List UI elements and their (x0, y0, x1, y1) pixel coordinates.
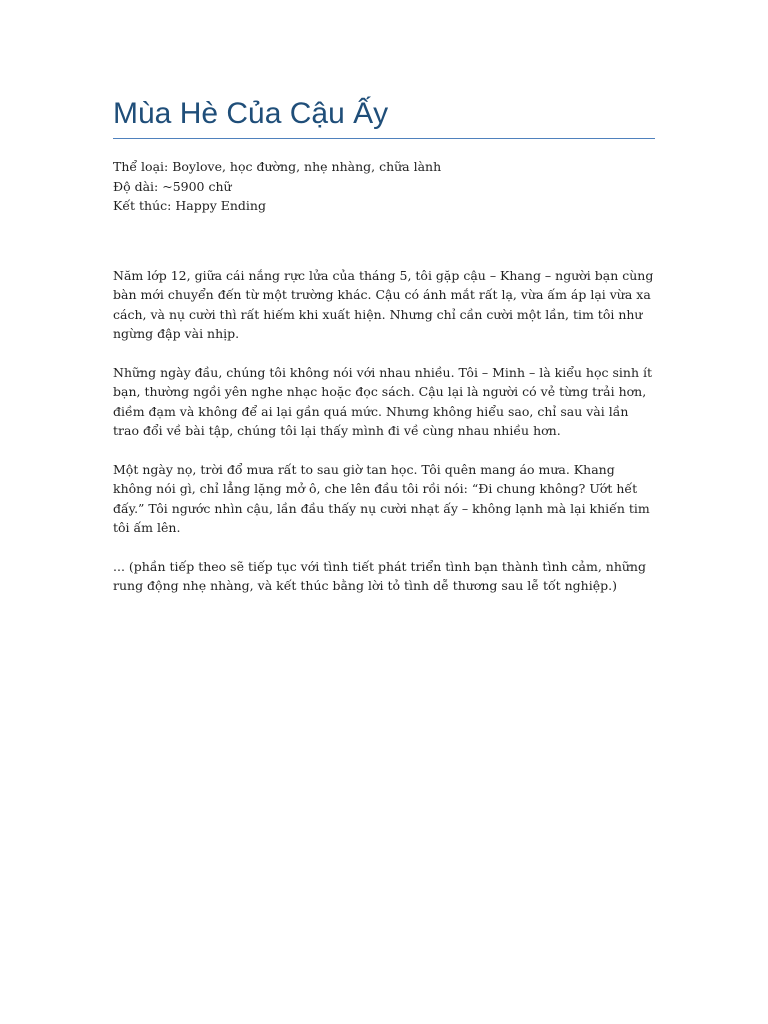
title-divider (113, 138, 655, 139)
document-page (113, 0, 655, 615)
document-title: Mùa Hè Của Cậu Ấy (113, 97, 389, 130)
paragraph: Những ngày đầu, chúng tôi không nói với nhau nhiều. Tôi – Minh – là kiểu học sinh ít bạn, thường ngồi yên nghe nhạc hoặc đọc sách. Cậu lại là người có vẻ từng trải hơn, điềm đạm và không để ai lại gần quá mức. Nhưng không hiểu sao, chỉ sau vài lần trao đổi về bài tập, chúng tôi lại thấy mình đi về cùng nhau nhiều hơn. (113, 364, 652, 438)
paragraph: Năm lớp 12, giữa cái nắng rực lửa của tháng 5, tôi gặp cậu – Khang – người bạn cùng bàn mới chuyển đến từ một trường khác. Cậu có ánh mắt rất lạ, vừa ấm áp lại vừa xa cách, và nụ cười thì rất hiếm khi xuất hiện. Nhưng chỉ cần cười một lần, tim tôi như ngừng đập vài nhịp. (113, 267, 654, 341)
story-metadata (113, 157, 655, 216)
meta-genre: Thể loại: Boylove, học đường, nhẹ nhàng, chữa lành (113, 159, 442, 174)
paragraph: Một ngày nọ, trời đổ mưa rất to sau giờ tan học. Tôi quên mang áo mưa. Khang không nói gì, chỉ lẳng lặng mở ô, che lên đầu tôi rồi nói: “Đi chung không? Ướt hết đấy.” Tôi ngước nhìn cậu, lần đầu thấy nụ cười nhạt ấy – không lạnh mà lại khiến tim tôi ấm lên. (113, 461, 650, 535)
story-body (113, 266, 655, 596)
meta-ending: Kết thúc: Happy Ending (113, 198, 266, 213)
paragraph: ... (phần tiếp theo sẽ tiếp tục với tình tiết phát triển tình bạn thành tình cảm, những rung động nhẹ nhàng, và kết thúc bằng lời tỏ tình dễ thương sau lễ tốt nghiệp.) (113, 558, 646, 593)
meta-length: Độ dài: ~5900 chữ (113, 178, 232, 194)
